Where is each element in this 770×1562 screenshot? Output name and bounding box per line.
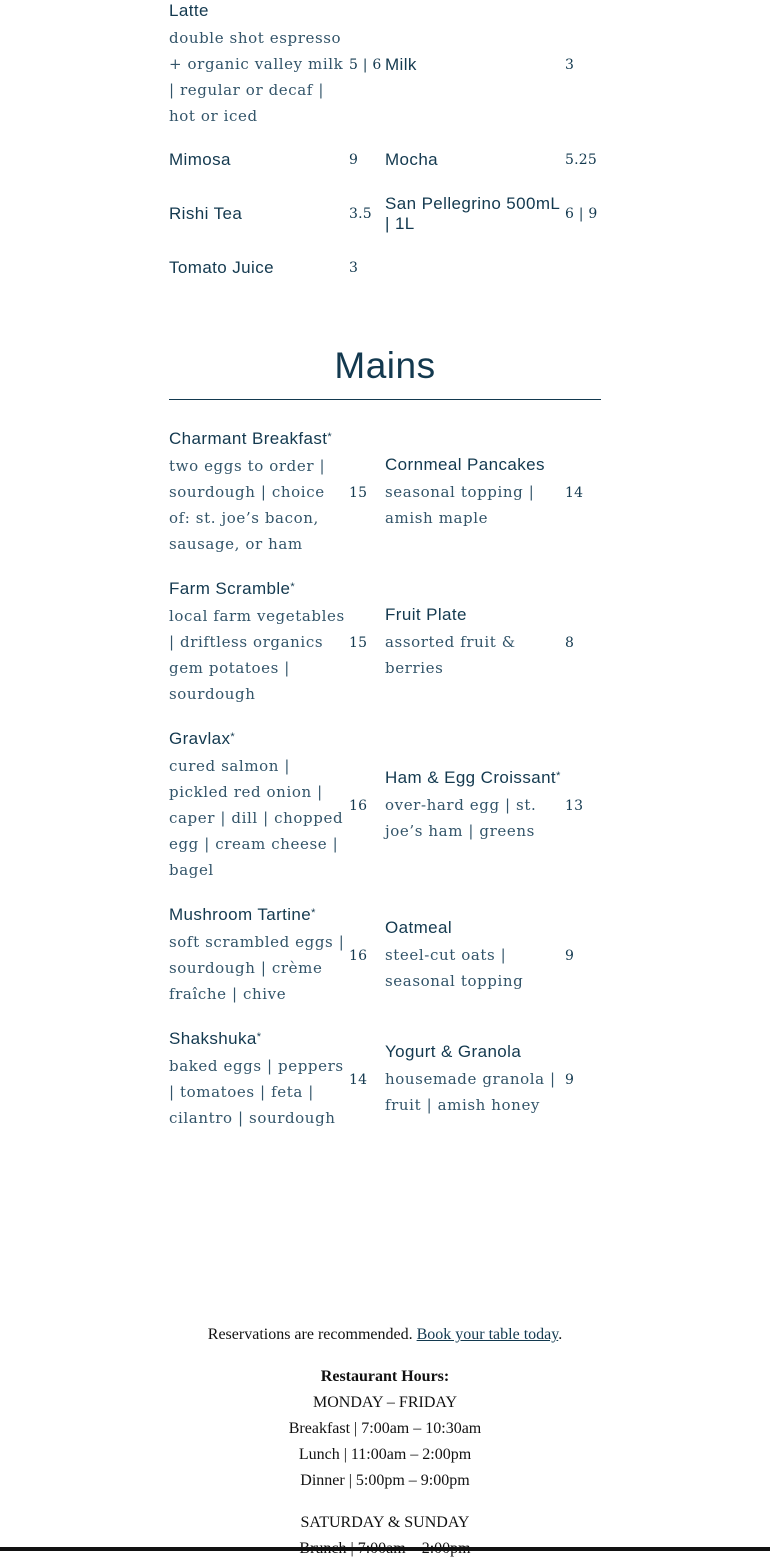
item-name: Oatmeal bbox=[385, 918, 453, 937]
item-price: 9 bbox=[565, 1072, 575, 1088]
item-price: 16 bbox=[349, 798, 368, 814]
item-price: 16 bbox=[349, 948, 368, 964]
item-name: Rishi Tea bbox=[169, 204, 243, 223]
item-name: Farm Scramble* bbox=[169, 579, 296, 598]
item-name: Mushroom Tartine* bbox=[169, 905, 316, 924]
item-price: 5 | 6 bbox=[349, 57, 382, 73]
menu-row bbox=[169, 133, 601, 187]
item-name: Shakshuka* bbox=[169, 1029, 262, 1048]
item-price: 14 bbox=[565, 485, 584, 501]
menu-item bbox=[169, 907, 385, 1005]
asterisk-mark: * bbox=[290, 581, 296, 593]
item-name: Ham & Egg Croissant* bbox=[385, 768, 561, 787]
item-description: double shot espresso + organic valley milk | regular or decaf | hot or iced bbox=[169, 29, 344, 125]
menu-item bbox=[385, 581, 601, 705]
menu-row bbox=[169, 431, 601, 581]
mains-section bbox=[169, 431, 601, 1131]
reservation-line: Reservations are recommended. Book your table today. bbox=[207, 1326, 563, 1343]
item-price: 15 bbox=[349, 635, 368, 651]
asterisk-mark: * bbox=[230, 731, 236, 743]
menu-item bbox=[385, 907, 601, 1005]
menu-item bbox=[169, 431, 385, 555]
item-price: 3.5 bbox=[349, 206, 372, 222]
item-price: 9 bbox=[565, 948, 575, 964]
menu-row bbox=[169, 187, 601, 241]
menu-item bbox=[385, 3, 601, 127]
menu-item bbox=[169, 731, 385, 881]
item-price: 15 bbox=[349, 485, 368, 501]
item-price: 6 | 9 bbox=[565, 206, 598, 222]
item-price: 13 bbox=[565, 798, 584, 814]
item-description: assorted fruit & berries bbox=[385, 633, 516, 677]
item-name: Yogurt & Granola bbox=[385, 1042, 522, 1061]
menu-item bbox=[385, 133, 601, 187]
menu-row bbox=[169, 907, 601, 1031]
menu-row bbox=[169, 241, 601, 295]
asterisk-mark: * bbox=[256, 1031, 262, 1043]
item-price: 9 bbox=[349, 152, 359, 168]
item-description: baked eggs | peppers | tomatoes | feta | cilantro | sourdough bbox=[169, 1057, 344, 1127]
item-price: 3 bbox=[565, 57, 575, 73]
item-price: 3 bbox=[349, 260, 359, 276]
menu-item bbox=[385, 731, 601, 881]
weekend-label: SATURDAY & SUNDAY bbox=[300, 1514, 470, 1531]
hours-line: Breakfast | 7:00am – 10:30am bbox=[288, 1420, 482, 1437]
item-price: 14 bbox=[349, 1072, 368, 1088]
hours-line: Dinner | 5:00pm – 9:00pm bbox=[300, 1472, 470, 1489]
menu-row bbox=[169, 731, 601, 907]
item-description: soft scrambled eggs | sourdough | crème fraîche | chive bbox=[169, 933, 345, 1003]
menu-row bbox=[169, 581, 601, 731]
item-name: San Pellegrino 500mL | 1L bbox=[385, 194, 560, 233]
item-description: local farm vegetables | driftless organics gem potatoes | sourdough bbox=[169, 607, 345, 703]
item-description: cured salmon | pickled red onion | caper | dill | chopped egg | cream cheese | bagel bbox=[169, 757, 344, 879]
drinks-section bbox=[169, 3, 601, 295]
item-description: seasonal topping | amish maple bbox=[385, 483, 535, 527]
section-title-mains: Mains bbox=[334, 345, 436, 386]
item-name: Milk bbox=[385, 55, 417, 74]
section-divider bbox=[169, 399, 601, 400]
footer-info bbox=[0, 1322, 770, 1562]
asterisk-mark: * bbox=[311, 907, 316, 919]
item-name: Mimosa bbox=[169, 150, 231, 169]
item-description: over-hard egg | st. joe’s ham | greens bbox=[385, 796, 537, 840]
menu-item bbox=[385, 1031, 601, 1129]
menu-item bbox=[385, 431, 601, 555]
hours-title: Restaurant Hours: bbox=[320, 1368, 450, 1385]
item-name: Gravlax* bbox=[169, 729, 236, 748]
menu-item bbox=[169, 1031, 385, 1129]
menu-item bbox=[385, 187, 601, 241]
menu-item bbox=[169, 241, 385, 295]
item-price: 5.25 bbox=[565, 152, 597, 168]
bottom-edge-bar bbox=[0, 1547, 770, 1551]
menu-row bbox=[169, 3, 601, 133]
menu-item bbox=[169, 133, 385, 187]
item-description: two eggs to order | sourdough | choice of: st. joe’s bacon, sausage, or ham bbox=[169, 457, 326, 553]
menu-row bbox=[169, 1031, 601, 1131]
item-name: Cornmeal Pancakes bbox=[385, 455, 545, 474]
item-price: 8 bbox=[565, 635, 575, 651]
item-name: Latte bbox=[169, 1, 209, 20]
item-description: steel-cut oats | seasonal topping bbox=[385, 946, 524, 990]
book-table-link[interactable]: Book your table today bbox=[416, 1326, 559, 1343]
weekday-label: MONDAY – FRIDAY bbox=[312, 1394, 458, 1411]
asterisk-mark: * bbox=[327, 431, 333, 443]
menu-item bbox=[169, 187, 385, 241]
menu-item bbox=[169, 3, 385, 127]
asterisk-mark: * bbox=[556, 770, 561, 782]
hours-line: Lunch | 11:00am – 2:00pm bbox=[298, 1446, 472, 1463]
item-name: Charmant Breakfast* bbox=[169, 429, 333, 448]
item-description: housemade granola | fruit | amish honey bbox=[385, 1070, 556, 1114]
item-name: Fruit Plate bbox=[385, 605, 467, 624]
menu-item bbox=[169, 581, 385, 705]
item-name: Tomato Juice bbox=[169, 258, 274, 277]
item-name: Mocha bbox=[385, 150, 439, 169]
